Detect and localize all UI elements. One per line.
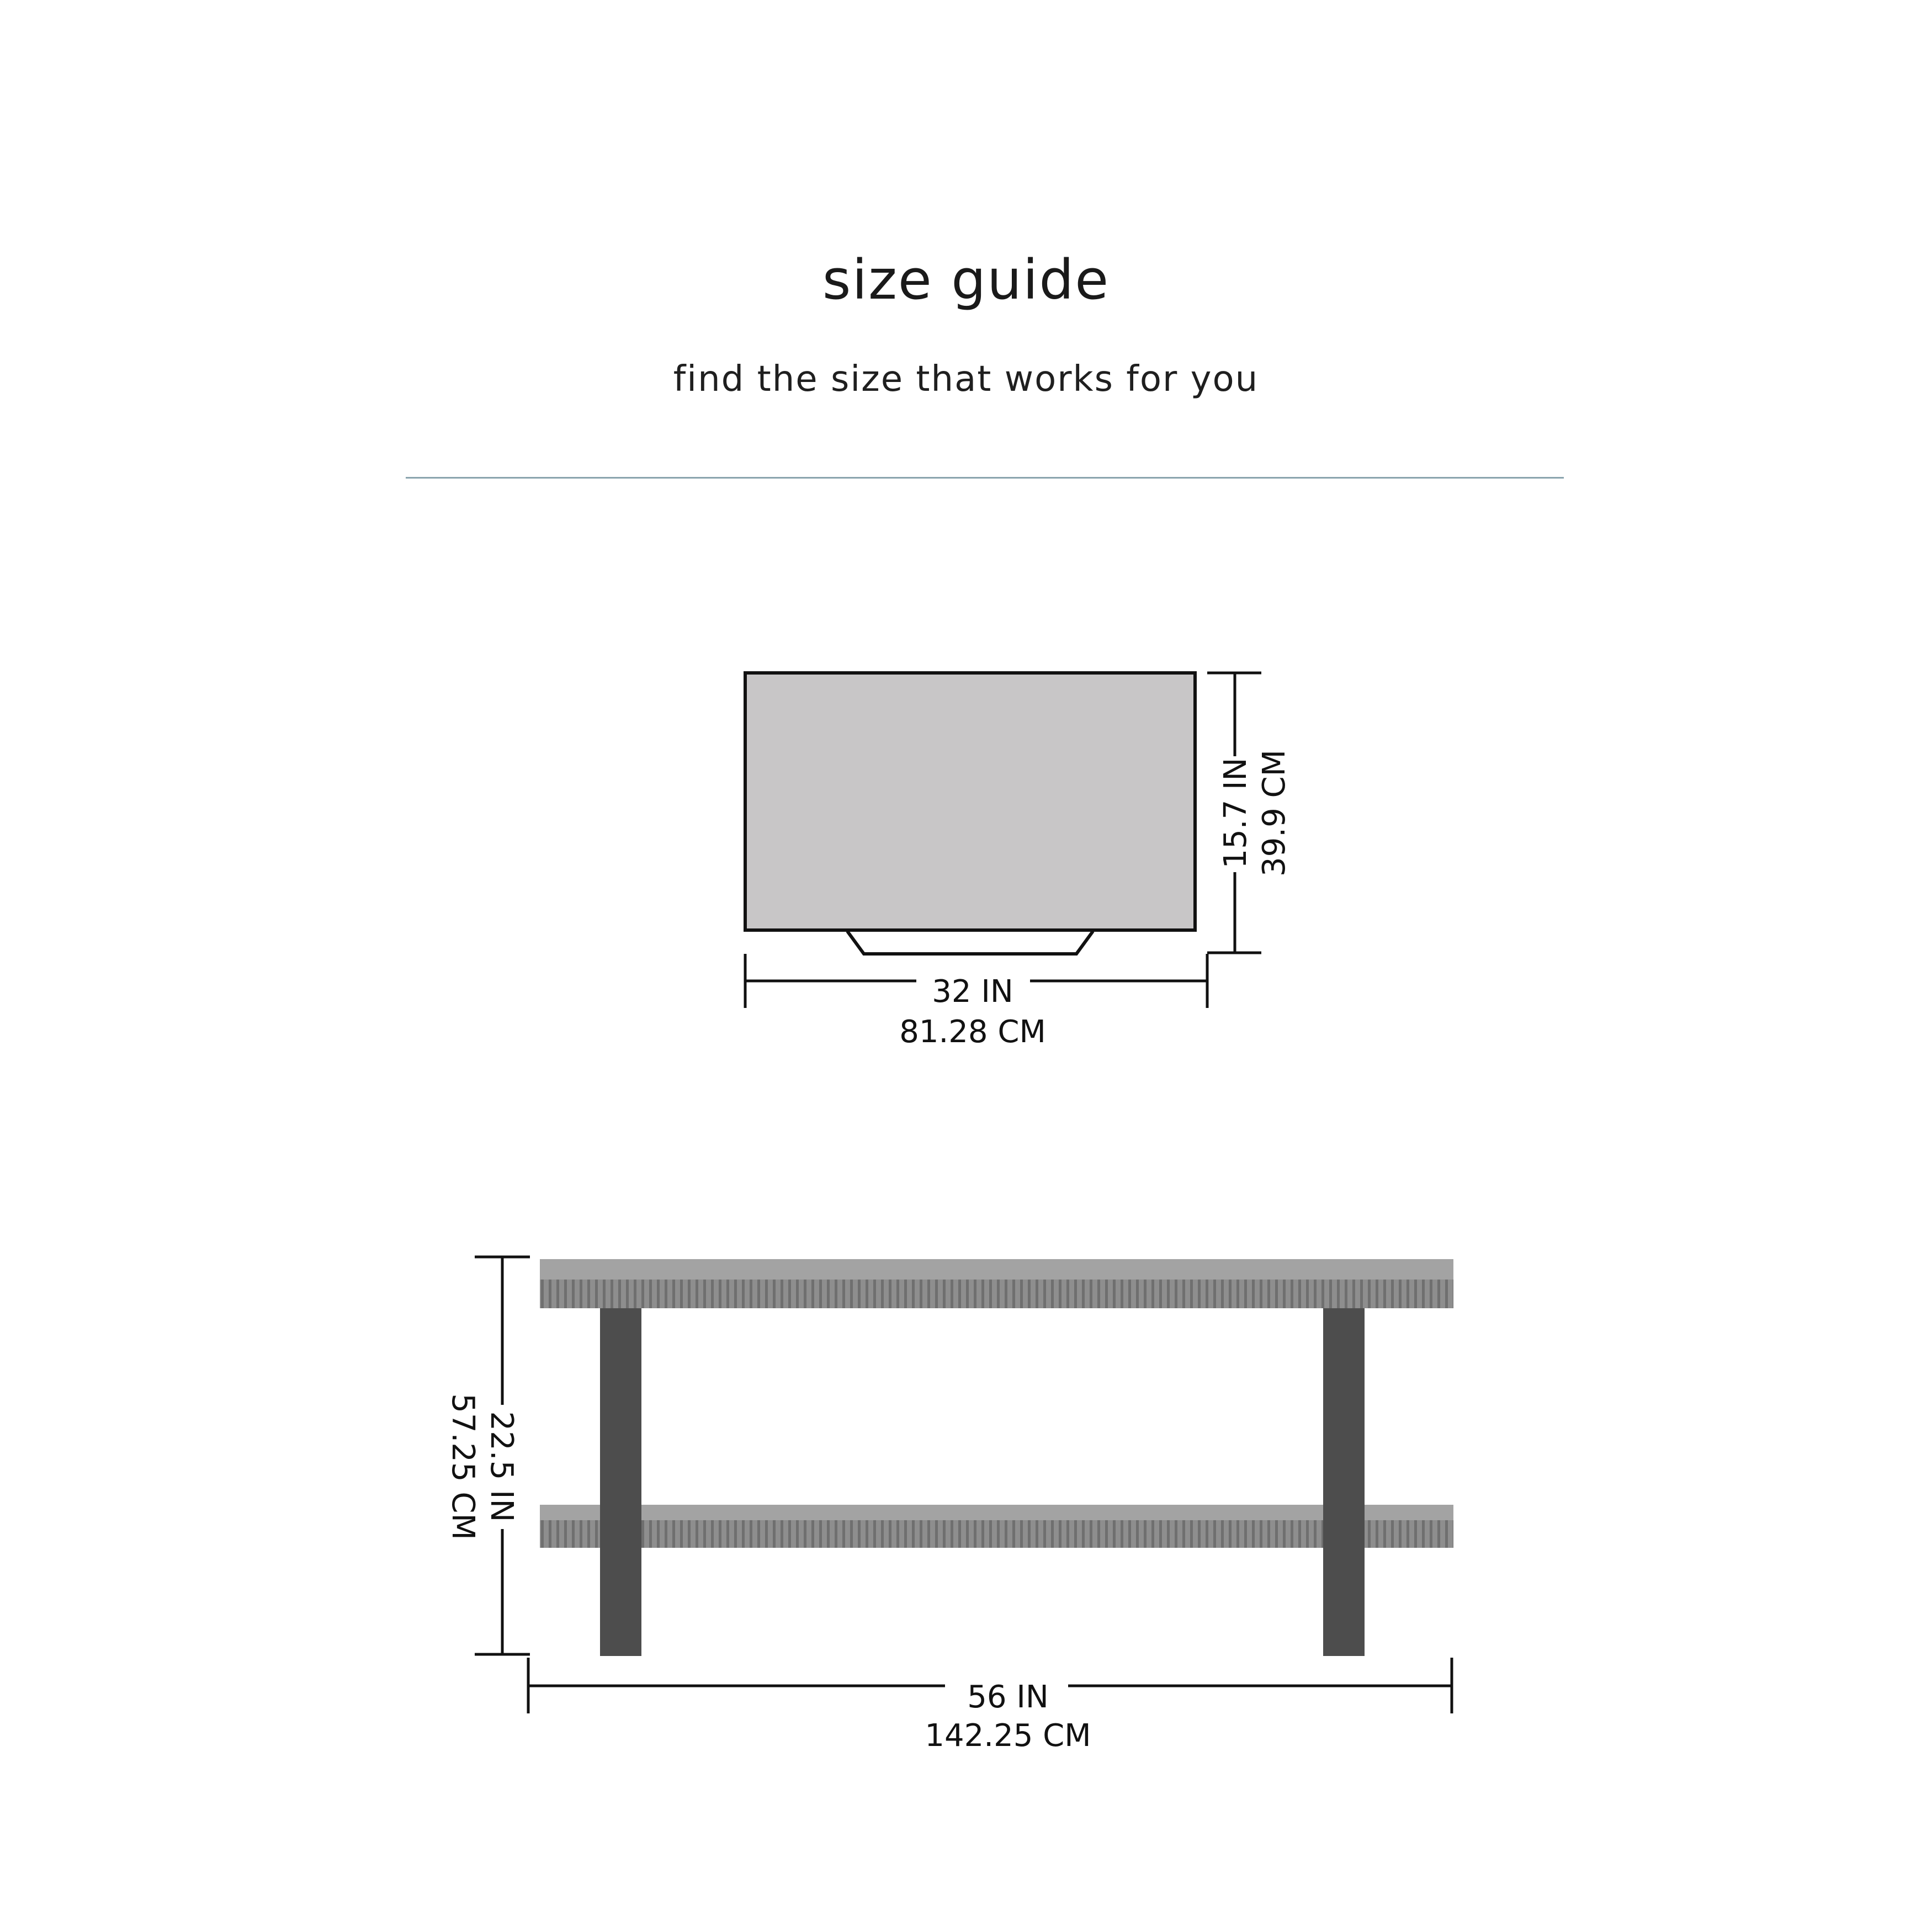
- page-subtitle: find the size that works for you: [673, 359, 1259, 400]
- table-top-surface: [540, 1259, 1453, 1281]
- page-title: size guide: [822, 248, 1110, 312]
- table-shelf-edge: [540, 1520, 1453, 1548]
- table-width-dimension: [528, 1658, 1452, 1754]
- tv-height-in: 15.7 IN: [1218, 757, 1254, 869]
- tv-stand: [847, 931, 1093, 954]
- tv-width-cm: 81.28 CM: [899, 1014, 1046, 1050]
- table-shelf-surface: [540, 1505, 1453, 1521]
- tv-height-dimension: [1207, 673, 1292, 953]
- tv-height-cm: 39.9 CM: [1256, 750, 1292, 877]
- table-width-in: 56 IN: [967, 1679, 1049, 1715]
- table-illustration: [540, 1259, 1453, 1656]
- table-height-dimension: [445, 1257, 530, 1654]
- tv-width-in: 32 IN: [932, 974, 1013, 1010]
- tv-illustration: [745, 673, 1195, 954]
- table-width-cm: 142.25 CM: [925, 1718, 1091, 1754]
- table-height-in: 22.5 IN: [484, 1411, 519, 1522]
- table-top-edge: [540, 1280, 1453, 1308]
- table-height-cm: 57.25 CM: [445, 1393, 481, 1540]
- tv-screen: [745, 673, 1195, 930]
- tv-width-dimension: [745, 954, 1207, 1050]
